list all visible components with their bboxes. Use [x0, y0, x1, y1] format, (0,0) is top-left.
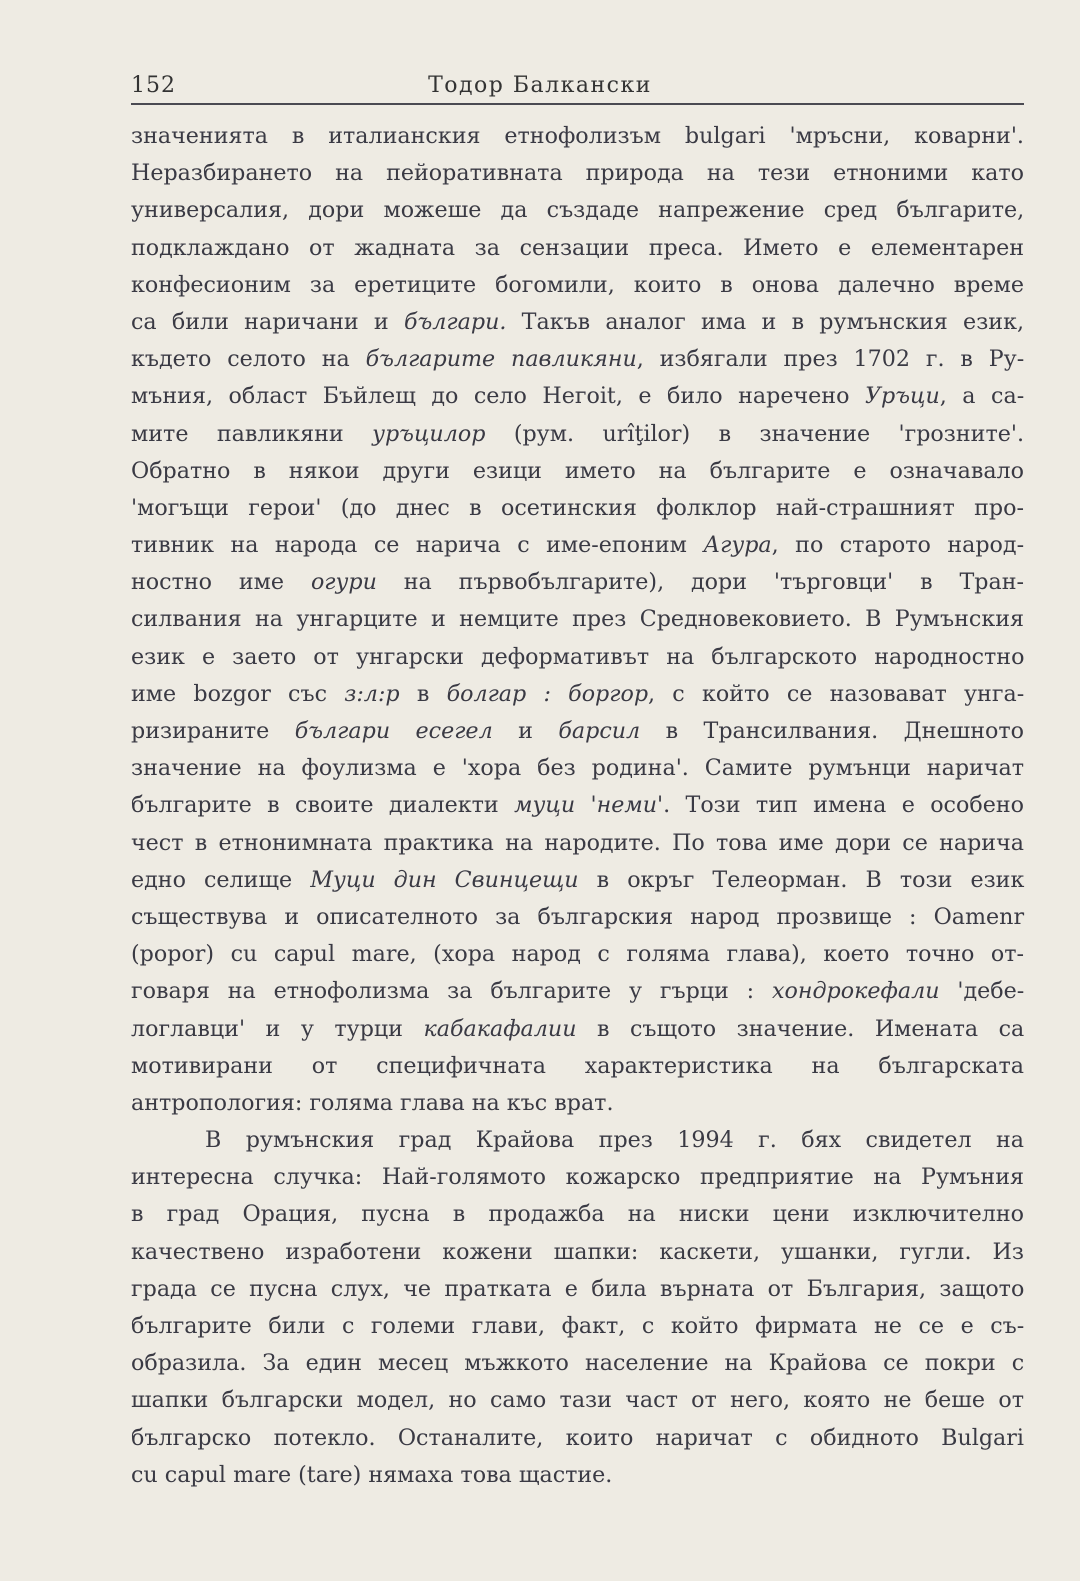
text-line: [131, 490, 1024, 527]
text-run: мъния, област Бъйлещ до село Негоit, е било наречено: [131, 383, 865, 410]
text-run: 'могъщи герои' (до днес в осетинския фолклор най-страшният про-: [131, 494, 1024, 521]
text-run: на първобългарите), дори 'търговци' в Тран-: [376, 569, 1024, 596]
text-run: говаря на етнофолизма за българите у гърци :: [131, 978, 772, 1005]
text-run: , избягали през 1702 г. в Ру-: [636, 346, 1025, 373]
text-line: [131, 192, 1024, 229]
text-run: език е заето от унгарски деформативът на българското народностно: [131, 643, 1025, 670]
text-run: в същото значение. Имената са: [576, 1015, 1025, 1042]
text-line: [131, 1420, 1024, 1457]
text-line: [131, 787, 1024, 824]
text-run: значение на фоулизма е 'хора без родина'. Самите румънци наричат: [131, 755, 1024, 782]
text-line: [131, 118, 1024, 155]
text-run: ностно име: [131, 569, 311, 596]
italic-term: з:л:р: [344, 680, 400, 707]
text-run: ризираните: [131, 718, 295, 744]
text-run: мите павликяни: [131, 420, 373, 447]
italic-term: хондрокефали: [772, 978, 940, 1005]
text-line: [131, 1382, 1024, 1419]
text-run: значенията в италианския етнофолизъм bulgari 'мръсни, коварни'.: [131, 123, 1024, 149]
text-run: универсалия, дори можеше да създаде напрежение сред българите,: [131, 197, 1025, 224]
italic-term: българите павликяни: [365, 346, 637, 373]
text-line: [131, 973, 1024, 1010]
text-line: [131, 1048, 1024, 1085]
italic-term: уръцилор: [372, 420, 486, 447]
text-line: [131, 564, 1024, 601]
text-run: образила. За един месец мъжкото население на Крайова се покри с: [131, 1350, 1025, 1377]
text-run: българите в своите диалекти: [131, 792, 515, 819]
text-run: качествено изработени кожени шапки: каскети, ушанки, гугли. Из: [131, 1238, 1024, 1265]
text-line: [131, 1196, 1024, 1233]
italic-term: огури: [310, 569, 377, 596]
text-run: Обратно в някои други езици името на българите е означавало: [131, 457, 1024, 484]
text-line: [131, 676, 1024, 713]
text-line: [131, 862, 1024, 899]
text-line: [131, 230, 1024, 267]
page-number: 152: [131, 73, 176, 98]
text-line: [131, 155, 1024, 192]
italic-term: болгар : боргор: [446, 680, 649, 707]
italic-term: барсил: [558, 718, 641, 744]
body-text: [131, 118, 1024, 1494]
text-line: [131, 639, 1024, 676]
italic-term: Муци дин Свинцещи: [310, 866, 579, 893]
text-line: [131, 1345, 1024, 1382]
text-run: , с който се назовават унга-: [648, 680, 1025, 707]
text-run: силвания на унгарците и немците през Средновековието. В Румънския: [131, 606, 1024, 633]
text-run: са били наричани и: [131, 308, 404, 335]
text-run: , а са-: [939, 383, 1025, 410]
italic-term: муци 'неми': [514, 792, 664, 819]
text-run: чест в етнонимната практика на народите. По това име дори се нарича: [131, 829, 1024, 856]
text-line: [131, 899, 1024, 936]
text-run: едно селище: [131, 866, 311, 893]
italic-term: българи.: [403, 308, 507, 335]
text-run: логлавци' и у турци: [131, 1015, 424, 1042]
text-run: антропология: голяма глава на къс врат.: [131, 1089, 614, 1116]
text-line: [131, 1308, 1024, 1345]
text-run: българско потекло. Останалите, които наричат с обидното Bulgari: [131, 1424, 1024, 1451]
text-run: в: [399, 680, 447, 707]
text-run: в град Орация, пусна в продажба на ниски цени изключително: [131, 1201, 1024, 1228]
text-run: българите били с големи глави, факт, с който фирмата не се е съ-: [131, 1313, 1025, 1339]
text-line: [131, 416, 1024, 453]
text-run: (popor) cu capul mare, (хора народ с голяма глава), което точно от-: [131, 941, 1024, 968]
italic-term: Уръци: [864, 383, 940, 410]
text-line: [131, 1159, 1024, 1196]
text-line: [131, 936, 1024, 973]
text-run: Неразбирането на пейоративната природа на тези етноними като: [131, 160, 1024, 187]
text-run: Такъв аналог има и в румънския език,: [506, 308, 1024, 335]
text-line: [131, 341, 1024, 378]
text-run: града се пусна слух, че пратката е била върната от България, защото: [131, 1275, 1025, 1302]
text-run: интересна случка: Най-голямото кожарско предприятие на Румъния: [131, 1164, 1024, 1191]
text-line: [131, 1457, 1024, 1494]
text-run: в Трансилвания. Днешното: [640, 718, 1024, 744]
text-line: [131, 601, 1024, 638]
text-run: подклаждано от жадната за сензации преса. Името е елементарен: [131, 234, 1024, 261]
text-line: [131, 267, 1024, 304]
italic-term: кабакафалии: [423, 1015, 577, 1042]
italic-term: българи есегел: [294, 718, 493, 744]
text-line: [131, 304, 1024, 341]
text-line: [131, 713, 1024, 750]
text-run: шапки български модел, но само тази част от него, която не беше от: [131, 1387, 1024, 1414]
text-run: 'дебе-: [939, 978, 1025, 1005]
text-run: мотивирани от специфичната характеристика на българската: [131, 1052, 1024, 1079]
text-line: [131, 1234, 1024, 1271]
text-line: [131, 825, 1024, 862]
running-title: Тодор Балкански: [428, 73, 652, 98]
text-line: [131, 1085, 1024, 1122]
text-run: в окръг Телеорман. В този език: [578, 866, 1025, 893]
text-run: и: [492, 718, 559, 744]
text-run: , по старото народ-: [771, 532, 1025, 559]
text-line: [131, 453, 1024, 490]
text-run: съществува и описателното за българския народ прозвище : Oamenr: [131, 903, 1025, 930]
text-run: cu capul mare (tare) нямаха това щастие.: [131, 1461, 613, 1488]
text-line: [131, 527, 1024, 564]
text-line: [131, 378, 1024, 415]
text-run: конфесионим за еретиците богомили, които в онова далечно време: [131, 271, 1024, 298]
text-run: тивник на народа се нарича с име-епоним: [131, 532, 704, 559]
text-run: където селото на: [131, 346, 366, 373]
text-run: . Този тип имена е особено: [663, 792, 1024, 819]
text-run: В румънския град Крайова през 1994 г. бях свидетел на: [205, 1127, 1024, 1154]
header-rule: [131, 103, 1024, 105]
text-line: [131, 1011, 1024, 1048]
text-line: [131, 1122, 1024, 1159]
text-run: (рум. urîţilor) в значение 'грозните'.: [485, 420, 1025, 447]
italic-term: Агура: [703, 532, 772, 559]
text-run: име bozgor със: [131, 680, 345, 707]
text-line: [131, 1271, 1024, 1308]
text-line: [131, 750, 1024, 787]
